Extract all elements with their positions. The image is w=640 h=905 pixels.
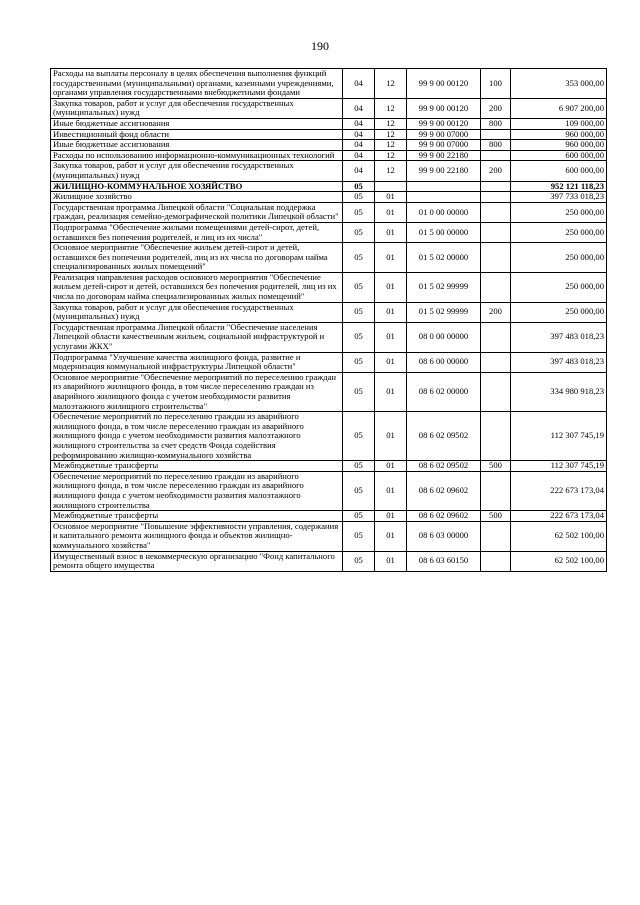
- row-section: 05: [343, 511, 375, 522]
- row-name: Инвестиционный фонд области: [51, 129, 343, 140]
- row-section: 05: [343, 202, 375, 222]
- row-target-article: 08 0 00 00000: [407, 322, 481, 352]
- row-target-article: 08 6 02 09602: [407, 511, 481, 522]
- row-amount: 600 000,00: [511, 150, 607, 161]
- row-amount: 222 673 173,04: [511, 511, 607, 522]
- table-row: [51, 222, 607, 242]
- row-amount: 222 673 173,04: [511, 471, 607, 510]
- row-section: 05: [343, 272, 375, 302]
- row-target-article: 01 0 00 00000: [407, 202, 481, 222]
- row-target-article: 01 5 02 00000: [407, 243, 481, 273]
- row-expense-type: 500: [481, 461, 511, 472]
- row-subsection: 01: [375, 471, 407, 510]
- table-row: [51, 243, 607, 273]
- row-expense-type: 500: [481, 511, 511, 522]
- row-subsection: 01: [375, 272, 407, 302]
- row-name: Подпрограмма "Улучшение качества жилищного фонда, развитие и модернизация коммунальной инфраструктуры Липецкой области": [51, 352, 343, 372]
- row-section: 04: [343, 69, 375, 99]
- row-expense-type: [481, 322, 511, 352]
- row-section: 05: [343, 521, 375, 551]
- row-name: Закупка товаров, работ и услуг для обеспечения государственных (муниципальных) нужд: [51, 161, 343, 181]
- row-target-article: 08 6 02 00000: [407, 372, 481, 411]
- table-row: [51, 181, 607, 192]
- table-row: [51, 461, 607, 472]
- row-target-article: 99 9 00 00120: [407, 118, 481, 129]
- row-section: 05: [343, 243, 375, 273]
- table-row: [51, 372, 607, 411]
- row-expense-type: [481, 150, 511, 161]
- row-name: Расходы на выплаты персоналу в целях обеспечения выполнения функций государственными (муниципальными) органами, казенными учреждениями, органами управления государственными внебюджетными фондами: [51, 69, 343, 99]
- row-subsection: 01: [375, 243, 407, 273]
- row-amount: 397 483 018,23: [511, 322, 607, 352]
- row-amount: 397 733 018,23: [511, 192, 607, 203]
- row-section: 05: [343, 222, 375, 242]
- row-section: 04: [343, 118, 375, 129]
- row-expense-type: 200: [481, 98, 511, 118]
- row-target-article: 99 9 00 00120: [407, 98, 481, 118]
- row-expense-type: [481, 192, 511, 203]
- row-subsection: 01: [375, 202, 407, 222]
- row-expense-type: [481, 551, 511, 571]
- budget-table: [50, 68, 607, 572]
- row-subsection: 12: [375, 98, 407, 118]
- table-row: [51, 118, 607, 129]
- row-target-article: 99 9 00 00120: [407, 69, 481, 99]
- row-amount: 112 307 745,19: [511, 412, 607, 461]
- table-row: [51, 140, 607, 151]
- page-number: 190: [311, 39, 329, 53]
- row-section: 04: [343, 129, 375, 140]
- row-name: Закупка товаров, работ и услуг для обеспечения государственных (муниципальных) нужд: [51, 98, 343, 118]
- row-amount: 952 121 118,23: [511, 181, 607, 192]
- row-subsection: [375, 181, 407, 192]
- row-name: Основное мероприятие "Обеспечение жильем детей-сирот и детей, оставшихся без попечения родителей, лиц из их числа по договорам найма специализированных жилых помещений": [51, 243, 343, 273]
- table-row: [51, 129, 607, 140]
- row-subsection: 12: [375, 161, 407, 181]
- row-section: 05: [343, 192, 375, 203]
- table-row: [51, 471, 607, 510]
- row-subsection: 01: [375, 551, 407, 571]
- row-subsection: 01: [375, 511, 407, 522]
- table-row: [51, 161, 607, 181]
- row-section: 05: [343, 471, 375, 510]
- table-row: [51, 192, 607, 203]
- row-name: Жилищное хозяйство: [51, 192, 343, 203]
- row-expense-type: [481, 352, 511, 372]
- row-subsection: 12: [375, 118, 407, 129]
- row-target-article: 99 9 00 22180: [407, 150, 481, 161]
- row-subsection: 01: [375, 192, 407, 203]
- table-row: [51, 302, 607, 322]
- table-row: [51, 352, 607, 372]
- budget-table-body: [51, 69, 607, 572]
- row-expense-type: [481, 222, 511, 242]
- row-section: 04: [343, 161, 375, 181]
- row-expense-type: [481, 202, 511, 222]
- row-name: ЖИЛИЩНО-КОММУНАЛЬНОЕ ХОЗЯЙСТВО: [51, 181, 343, 192]
- row-expense-type: [481, 129, 511, 140]
- row-amount: 353 000,00: [511, 69, 607, 99]
- row-target-article: 01 5 02 99999: [407, 302, 481, 322]
- row-subsection: 01: [375, 352, 407, 372]
- row-name: Межбюджетные трансферты: [51, 461, 343, 472]
- row-expense-type: [481, 181, 511, 192]
- row-section: 05: [343, 322, 375, 352]
- row-name: Иные бюджетные ассигнования: [51, 118, 343, 129]
- row-amount: 960 000,00: [511, 129, 607, 140]
- row-target-article: 08 6 03 00000: [407, 521, 481, 551]
- row-expense-type: 800: [481, 140, 511, 151]
- row-section: 05: [343, 181, 375, 192]
- row-section: 04: [343, 98, 375, 118]
- row-subsection: 01: [375, 222, 407, 242]
- row-target-article: 99 9 00 07000: [407, 140, 481, 151]
- row-section: 05: [343, 551, 375, 571]
- row-amount: 62 502 100,00: [511, 551, 607, 571]
- row-target-article: 08 6 02 09502: [407, 461, 481, 472]
- row-target-article: 08 6 00 00000: [407, 352, 481, 372]
- row-name: Закупка товаров, работ и услуг для обеспечения государственных (муниципальных) нужд: [51, 302, 343, 322]
- row-amount: 334 980 918,23: [511, 372, 607, 411]
- row-section: 04: [343, 140, 375, 151]
- row-amount: 250 000,00: [511, 302, 607, 322]
- row-target-article: 99 9 00 22180: [407, 161, 481, 181]
- row-target-article: 01 5 00 00000: [407, 222, 481, 242]
- row-target-article: 99 9 00 07000: [407, 129, 481, 140]
- row-amount: 960 000,00: [511, 140, 607, 151]
- row-subsection: 01: [375, 412, 407, 461]
- row-name: Государственная программа Липецкой области "Социальная поддержка граждан, реализация семейно-демографической политики Липецкой области": [51, 202, 343, 222]
- row-subsection: 01: [375, 461, 407, 472]
- table-row: [51, 150, 607, 161]
- row-name: Межбюджетные трансферты: [51, 511, 343, 522]
- row-section: 05: [343, 352, 375, 372]
- table-row: [51, 202, 607, 222]
- row-name: Имущественный взнос в некоммерческую организацию "Фонд капитального ремонта общего имущества: [51, 551, 343, 571]
- row-amount: 6 907 200,00: [511, 98, 607, 118]
- row-section: 05: [343, 412, 375, 461]
- table-row: [51, 69, 607, 99]
- row-expense-type: [481, 471, 511, 510]
- table-row: [51, 551, 607, 571]
- row-subsection: 01: [375, 322, 407, 352]
- row-section: 04: [343, 150, 375, 161]
- table-row: [51, 521, 607, 551]
- row-name: Расходы по использованию информационно-коммуникационных технологий: [51, 150, 343, 161]
- row-expense-type: [481, 412, 511, 461]
- row-section: 05: [343, 372, 375, 411]
- row-name: Иные бюджетные ассигнования: [51, 140, 343, 151]
- row-name: Обеспечение мероприятий по переселению граждан из аварийного жилищного фонда, в том числе переселению граждан из аварийного жилищного фонда с учетом необходимости развития малоэтажного жилищного строительства: [51, 471, 343, 510]
- row-subsection: 01: [375, 521, 407, 551]
- row-name: Реализация направления расходов основного мероприятия "Обеспечение жильем детей-сирот и детей, оставшихся без попечения родителей, лиц из их числа по договорам найма специализированных жилых помещений": [51, 272, 343, 302]
- row-target-article: [407, 181, 481, 192]
- row-target-article: 01 5 02 99999: [407, 272, 481, 302]
- row-target-article: 08 6 02 09502: [407, 412, 481, 461]
- row-name: Подпрограмма "Обеспечение жилыми помещениями детей-сирот, детей, оставшихся без попечения родителей, и лиц из их числа": [51, 222, 343, 242]
- row-name: Основное мероприятие "Повышение эффективности управления, содержания и капитального ремонта жилищного фонда и объектов жилищно-коммунального хозяйства": [51, 521, 343, 551]
- row-section: 05: [343, 302, 375, 322]
- row-target-article: [407, 192, 481, 203]
- row-amount: 109 000,00: [511, 118, 607, 129]
- row-expense-type: [481, 372, 511, 411]
- row-amount: 250 000,00: [511, 202, 607, 222]
- row-subsection: 01: [375, 302, 407, 322]
- row-expense-type: [481, 272, 511, 302]
- row-subsection: 01: [375, 372, 407, 411]
- row-amount: 62 502 100,00: [511, 521, 607, 551]
- row-subsection: 12: [375, 150, 407, 161]
- row-name: Обеспечение мероприятий по переселению граждан из аварийного жилищного фонда, в том числе переселению граждан из аварийного жилищного фонда с учетом необходимости развития малоэтажного жилищного строительства за счет средств Фонда содействия реформированию жилищно-коммунального хозяйства: [51, 412, 343, 461]
- table-row: [51, 412, 607, 461]
- row-subsection: 12: [375, 129, 407, 140]
- row-expense-type: [481, 521, 511, 551]
- table-row: [51, 272, 607, 302]
- row-subsection: 12: [375, 69, 407, 99]
- row-amount: 600 000,00: [511, 161, 607, 181]
- row-expense-type: 100: [481, 69, 511, 99]
- row-amount: 250 000,00: [511, 272, 607, 302]
- row-amount: 112 307 745,19: [511, 461, 607, 472]
- row-amount: 397 483 018,23: [511, 352, 607, 372]
- row-expense-type: 200: [481, 302, 511, 322]
- row-target-article: 08 6 02 09602: [407, 471, 481, 510]
- row-subsection: 12: [375, 140, 407, 151]
- table-row: [51, 511, 607, 522]
- row-target-article: 08 6 03 60150: [407, 551, 481, 571]
- row-name: Государственная программа Липецкой области "Обеспечение населения Липецкой области качественным жильем, социальной инфраструктурой и услугами ЖКХ": [51, 322, 343, 352]
- row-expense-type: 800: [481, 118, 511, 129]
- row-amount: 250 000,00: [511, 243, 607, 273]
- row-section: 05: [343, 461, 375, 472]
- row-expense-type: 200: [481, 161, 511, 181]
- row-amount: 250 000,00: [511, 222, 607, 242]
- table-row: [51, 322, 607, 352]
- table-row: [51, 98, 607, 118]
- row-name: Основное мероприятие "Обеспечение мероприятий по переселению граждан из аварийного жилищного фонда, в том числе переселению граждан из аварийного жилищного фонда с учетом необходимости развития малоэтажного жилищного строительства": [51, 372, 343, 411]
- row-expense-type: [481, 243, 511, 273]
